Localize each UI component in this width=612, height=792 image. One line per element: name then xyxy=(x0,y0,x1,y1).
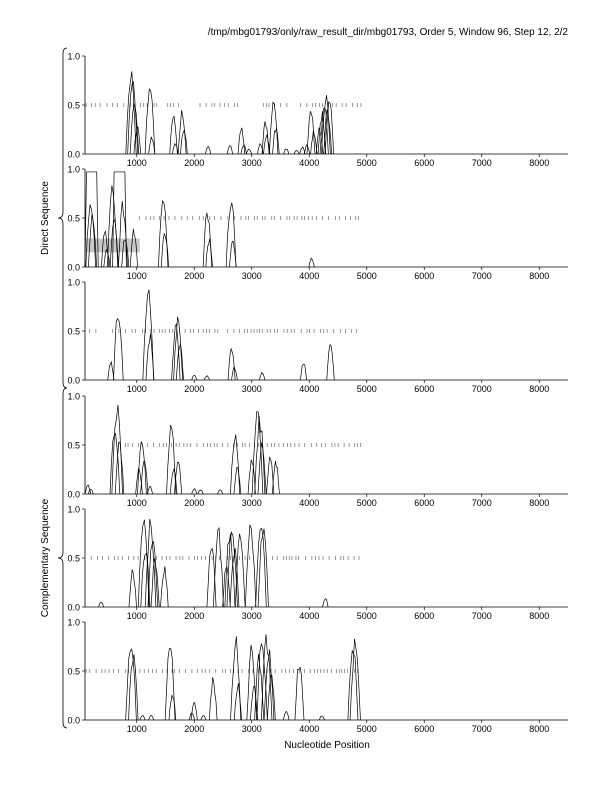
x-tick-label: 4000 xyxy=(299,724,320,734)
x-tick-label: 3000 xyxy=(241,271,262,281)
x-tick-label: 4000 xyxy=(299,611,320,621)
peak-trace xyxy=(143,290,154,380)
group-label: Complementary Sequence xyxy=(40,498,51,618)
peak-trace xyxy=(98,602,103,607)
x-tick-label: 4000 xyxy=(299,271,320,281)
y-tick-label: 1.0 xyxy=(67,51,80,62)
x-tick-label: 2000 xyxy=(184,611,205,621)
x-tick-label: 7000 xyxy=(471,498,492,508)
x-tick-label: 8000 xyxy=(529,158,550,168)
peak-trace xyxy=(129,570,137,607)
peak-trace xyxy=(295,667,304,720)
y-tick-label: 0.5 xyxy=(67,326,80,337)
peak-trace xyxy=(294,150,299,154)
x-tick-label: 3000 xyxy=(241,498,262,508)
peak-trace xyxy=(246,149,251,154)
peak-trace xyxy=(300,364,306,380)
x-tick-label: 5000 xyxy=(356,384,377,394)
x-tick-label: 8000 xyxy=(529,498,550,508)
peak-trace xyxy=(309,258,315,267)
peak-trace xyxy=(248,460,255,494)
y-tick-label: 1.0 xyxy=(67,277,80,288)
x-tick-label: 7000 xyxy=(471,384,492,394)
peak-trace xyxy=(269,102,278,154)
x-tick-label: 6000 xyxy=(414,498,435,508)
panel-5 xyxy=(67,505,568,622)
peak-trace xyxy=(201,716,206,720)
peak-trace xyxy=(209,677,217,720)
x-tick-label: 1000 xyxy=(126,724,147,734)
peak-trace xyxy=(252,412,263,494)
y-tick-label: 0.5 xyxy=(67,100,80,111)
x-tick-label: 2000 xyxy=(184,158,205,168)
peak-trace xyxy=(283,712,289,720)
y-tick-label: 0.0 xyxy=(67,489,80,500)
peak-trace xyxy=(245,525,256,607)
panel-3 xyxy=(67,278,568,395)
x-tick-label: 4000 xyxy=(299,158,320,168)
peak-trace xyxy=(258,443,266,494)
x-tick-label: 1000 xyxy=(126,498,147,508)
x-tick-label: 8000 xyxy=(529,724,550,734)
y-tick-label: 0.5 xyxy=(67,213,80,224)
group-bracket xyxy=(58,48,67,388)
y-tick-label: 1.0 xyxy=(67,391,80,402)
peak-trace xyxy=(217,490,222,494)
x-tick-label: 5000 xyxy=(356,611,377,621)
x-tick-label: 5000 xyxy=(356,271,377,281)
peak-trace xyxy=(319,716,324,720)
x-tick-label: 8000 xyxy=(529,611,550,621)
y-tick-label: 0.0 xyxy=(67,375,80,386)
y-tick-label: 0.0 xyxy=(67,715,80,726)
y-tick-label: 0.0 xyxy=(67,602,80,613)
x-tick-label: 3000 xyxy=(241,158,262,168)
peak-trace xyxy=(226,203,236,267)
peak-trace xyxy=(204,376,209,380)
panels xyxy=(40,48,568,734)
peak-trace xyxy=(158,201,168,267)
peak-trace xyxy=(161,566,169,607)
x-tick-label: 5000 xyxy=(356,158,377,168)
y-tick-label: 1.0 xyxy=(67,617,80,628)
x-tick-label: 2000 xyxy=(184,724,205,734)
panel-4 xyxy=(67,392,568,509)
peak-trace xyxy=(192,375,197,380)
x-tick-label: 4000 xyxy=(299,384,320,394)
peak-trace xyxy=(327,345,335,380)
peak-trace xyxy=(348,650,358,720)
peak-trace xyxy=(203,213,212,267)
peak-trace xyxy=(228,349,235,380)
peak-trace xyxy=(273,128,280,154)
group-label: Direct Sequence xyxy=(40,181,51,255)
x-tick-label: 8000 xyxy=(529,384,550,394)
x-tick-label: 2000 xyxy=(184,384,205,394)
x-tick-label: 4000 xyxy=(299,498,320,508)
peak-trace xyxy=(241,145,247,154)
peak-trace xyxy=(205,147,210,154)
peak-trace xyxy=(227,146,233,154)
x-tick-label: 3000 xyxy=(241,724,262,734)
panel-1 xyxy=(67,52,568,169)
peak-trace xyxy=(85,485,91,494)
x-tick-label: 7000 xyxy=(471,611,492,621)
y-tick-label: 0.5 xyxy=(67,553,80,564)
x-tick-label: 6000 xyxy=(414,384,435,394)
peak-trace xyxy=(108,362,114,380)
group-bracket xyxy=(58,388,67,728)
panel-2 xyxy=(67,165,568,282)
peak-trace xyxy=(198,490,203,494)
peak-trace xyxy=(284,149,289,154)
x-tick-label: 5000 xyxy=(356,724,377,734)
x-tick-label: 1000 xyxy=(126,384,147,394)
x-tick-label: 7000 xyxy=(471,158,492,168)
x-tick-label: 7000 xyxy=(471,724,492,734)
peak-trace xyxy=(110,434,120,494)
peak-trace xyxy=(192,489,197,494)
peak-trace xyxy=(256,528,267,607)
peak-trace xyxy=(259,372,264,380)
x-tick-label: 8000 xyxy=(529,271,550,281)
peak-trace xyxy=(350,639,360,720)
y-tick-label: 1.0 xyxy=(67,164,80,175)
peak-trace xyxy=(213,528,223,607)
x-tick-label: 6000 xyxy=(414,271,435,281)
panel-6 xyxy=(67,618,568,735)
x-tick-label: 2000 xyxy=(184,271,205,281)
x-tick-label: 2000 xyxy=(184,498,205,508)
x-tick-label: 1000 xyxy=(126,271,147,281)
peak-trace xyxy=(262,121,269,154)
peak-trace xyxy=(148,715,153,720)
peak-trace xyxy=(231,636,241,720)
peak-trace xyxy=(181,129,188,154)
y-tick-label: 0.5 xyxy=(67,666,80,677)
x-tick-label: 3000 xyxy=(241,384,262,394)
x-tick-label: 7000 xyxy=(471,271,492,281)
y-tick-label: 1.0 xyxy=(67,504,80,515)
peak-trace xyxy=(86,205,96,267)
x-tick-label: 1000 xyxy=(126,611,147,621)
x-axis-label: Nucleotide Position xyxy=(284,740,370,751)
x-tick-label: 3000 xyxy=(241,611,262,621)
y-tick-label: 0.5 xyxy=(67,440,80,451)
x-tick-label: 5000 xyxy=(356,498,377,508)
x-tick-label: 1000 xyxy=(126,158,147,168)
x-tick-label: 6000 xyxy=(414,611,435,621)
y-tick-label: 0.0 xyxy=(67,149,80,160)
x-tick-label: 6000 xyxy=(414,158,435,168)
y-tick-label: 0.0 xyxy=(67,262,80,273)
chart-title: /tmp/mbg01793/only/raw_result_dir/mbg01793, Order 5, Window 96, Step 12, 2/2 xyxy=(207,27,568,38)
peak-trace xyxy=(140,716,145,720)
peak-trace xyxy=(323,599,329,607)
peak-trace xyxy=(114,319,124,380)
x-tick-label: 6000 xyxy=(414,724,435,734)
